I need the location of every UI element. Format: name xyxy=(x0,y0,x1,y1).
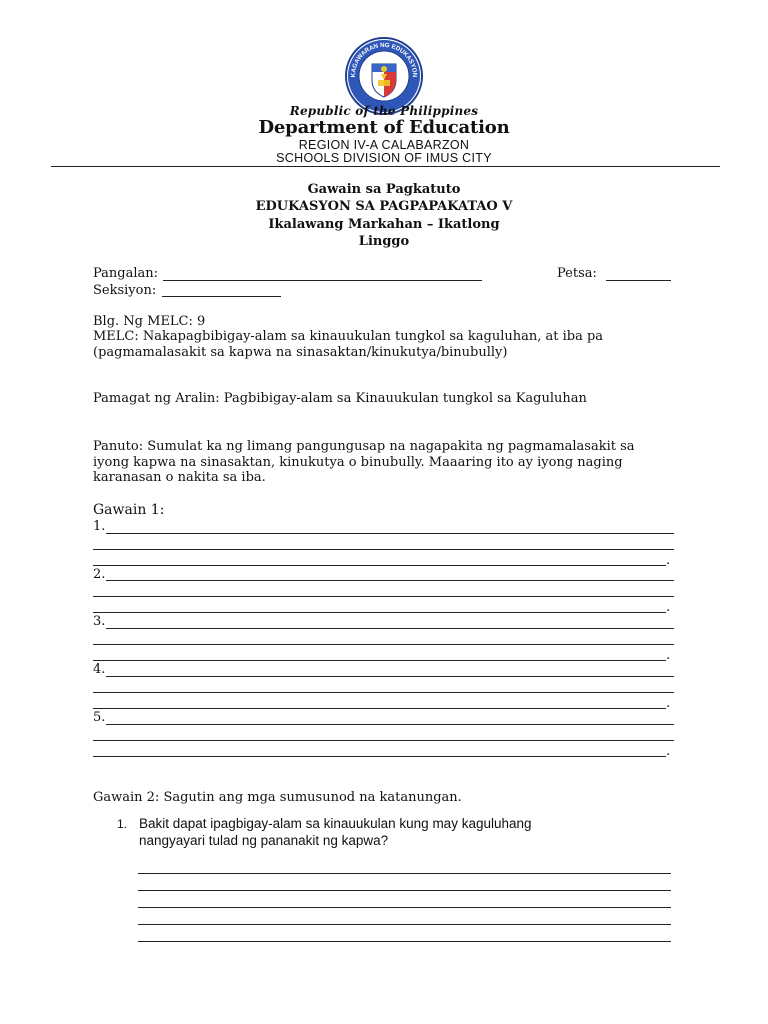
gawain2-answer-line[interactable] xyxy=(138,873,671,874)
date-label: Petsa: xyxy=(557,266,597,281)
gawain1-item3-answer-line[interactable] xyxy=(106,628,674,629)
gawain2-answer-line[interactable] xyxy=(138,924,671,925)
gawain1-item5-answer-line[interactable] xyxy=(93,740,674,741)
gawain1-item4-answer-line[interactable] xyxy=(93,692,674,693)
date-field-line[interactable] xyxy=(606,280,671,281)
seal-text: KAGAWARAN NG EDUKASYON xyxy=(349,41,419,78)
gawain1-heading: Gawain 1: xyxy=(93,502,165,518)
gawain1-item1-period: . xyxy=(666,553,671,568)
gawain1-item-number: 3. xyxy=(93,614,106,629)
section-field-line[interactable] xyxy=(162,296,281,297)
instructions-line3: karanasan o nakita sa iba. xyxy=(93,470,266,485)
name-label: Pangalan: xyxy=(93,266,159,281)
gawain1-item-number: 5. xyxy=(93,710,106,725)
gawain1-item3-answer-line[interactable] xyxy=(93,644,674,645)
gawain2-heading: Gawain 2: Sagutin ang mga sumusunod na katanungan. xyxy=(93,790,462,805)
quarter-title: Ikalawang Markahan – Ikatlong xyxy=(268,217,500,232)
gawain1-item2-period: . xyxy=(666,600,671,615)
section-label: Seksiyon: xyxy=(93,283,157,298)
gawain1-item2-answer-line[interactable] xyxy=(93,596,674,597)
lesson-title: Pamagat ng Aralin: Pagbibigay-alam sa Kinauukulan tungkol sa Kaguluhan xyxy=(93,391,587,406)
gawain1-item1-answer-line[interactable] xyxy=(93,565,666,566)
republic-heading: Republic of the Philippines xyxy=(289,104,479,118)
department-heading: Department of Education xyxy=(258,117,510,138)
gawain2-answer-line[interactable] xyxy=(138,890,671,891)
gawain1-item5-period: . xyxy=(666,744,671,759)
gawain2-question-number: 1. xyxy=(117,817,128,831)
gawain1-item-number: 4. xyxy=(93,662,106,677)
gawain1-item4-answer-line[interactable] xyxy=(93,708,666,709)
worksheet-title: Gawain sa Pagkatuto xyxy=(307,182,461,197)
melc-number: Blg. Ng MELC: 9 xyxy=(93,314,206,329)
gawain1-item3-period: . xyxy=(666,648,671,663)
gawain1-item4-period: . xyxy=(666,696,671,711)
melc-text-line2: (pagmamalasakit sa kapwa na sinasaktan/kinukutya/binubully) xyxy=(93,345,508,360)
gawain1-item2-answer-line[interactable] xyxy=(106,580,674,581)
gawain1-item4-answer-line[interactable] xyxy=(106,676,674,677)
gawain1-item-number: 2. xyxy=(93,567,106,582)
subject-title: EDUKASYON SA PAGPAPAKATAO V xyxy=(255,199,513,214)
instructions-line2: iyong kapwa na sinasaktan, kinukutya o binubully. Maaaring ito ay iyong naging xyxy=(93,455,623,470)
gawain1-item1-answer-line[interactable] xyxy=(93,549,674,550)
division-heading: SCHOOLS DIVISION OF IMUS CITY xyxy=(276,151,492,165)
gawain1-item-number: 1. xyxy=(93,519,106,534)
gawain2-question1-line1: Bakit dapat ipagbigay-alam sa kinauukulan kung may kaguluhang xyxy=(139,816,532,831)
gawain2-answer-line[interactable] xyxy=(138,941,671,942)
gawain1-item5-answer-line[interactable] xyxy=(106,724,674,725)
name-field-line[interactable] xyxy=(163,280,482,281)
header-divider xyxy=(51,166,720,167)
gawain2-question1-line2: nangyayari tulad ng pananakit ng kapwa? xyxy=(139,833,389,848)
melc-text-line1: MELC: Nakapagbibigay-alam sa kinauukulan tungkol sa kaguluhan, at iba pa xyxy=(93,329,604,344)
week-title: Linggo xyxy=(358,234,410,249)
gawain1-item2-answer-line[interactable] xyxy=(93,612,666,613)
gawain1-item3-answer-line[interactable] xyxy=(93,660,666,661)
gawain2-answer-line[interactable] xyxy=(138,907,671,908)
instructions-line1: Panuto: Sumulat ka ng limang pangungusap na nagapakita ng pagmamalasakit sa xyxy=(93,439,635,454)
gawain1-item5-answer-line[interactable] xyxy=(93,756,666,757)
gawain1-item1-answer-line[interactable] xyxy=(106,533,674,534)
region-heading: REGION IV-A CALABARZON xyxy=(298,138,470,152)
